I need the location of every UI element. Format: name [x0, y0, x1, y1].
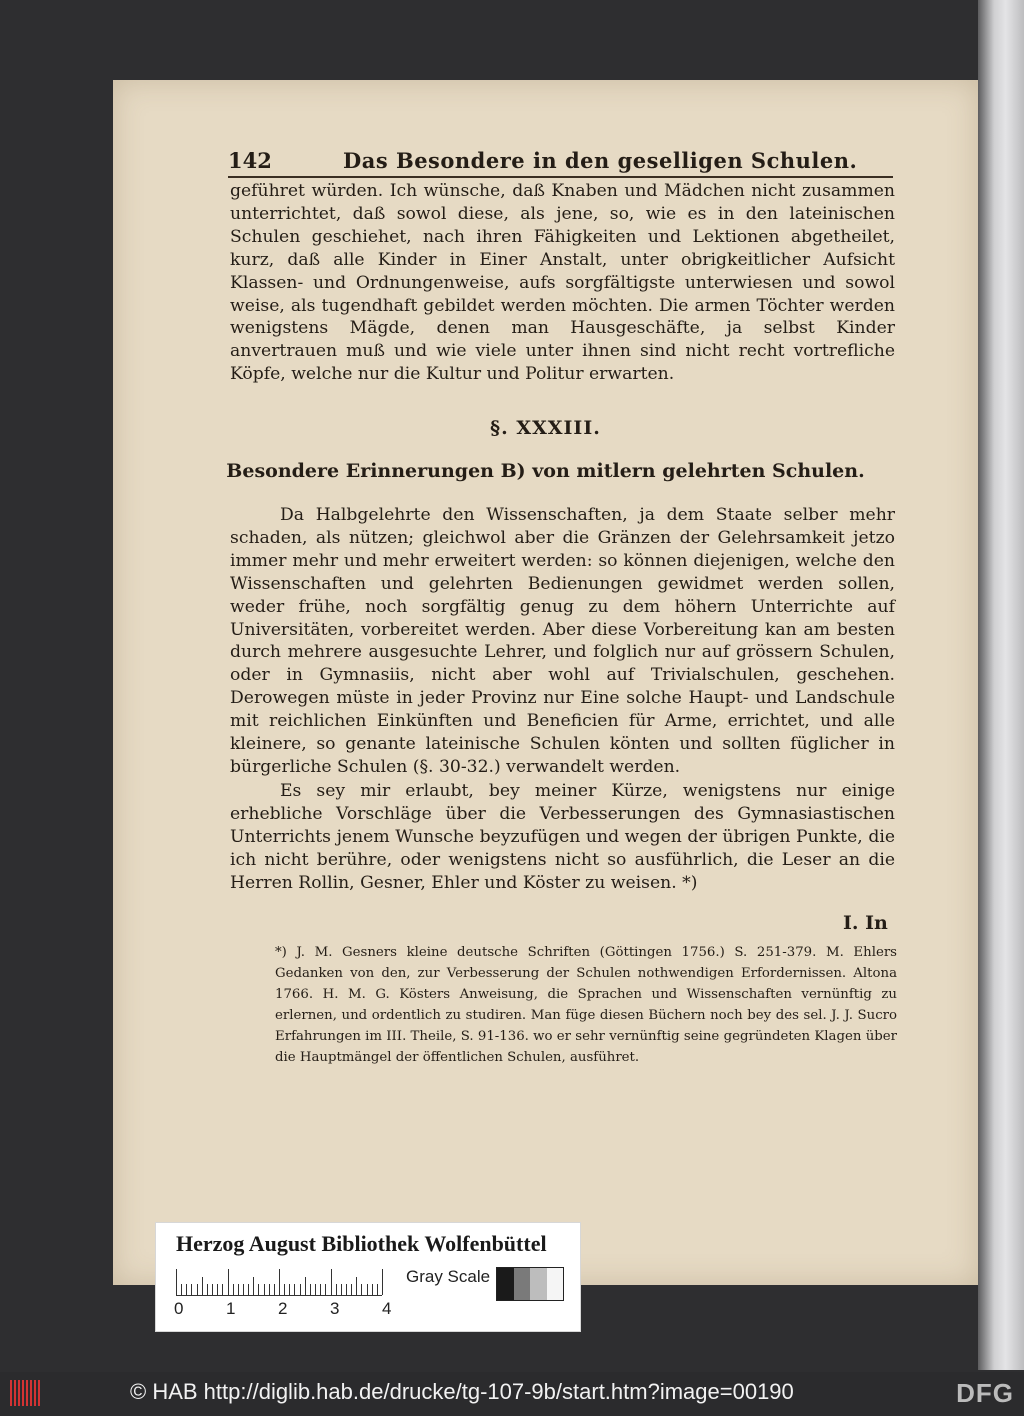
paragraph-continued: geführet würden. Ich wünsche, daß Knaben und Mädchen nicht zusammen unterrichtet, daß sowol diese, als jene, so, wie es in den lateinischen Schulen geschiehet, nach ihren Fähigkeiten und Lektionen abgetheilet, kurz, daß alle Kinder in Einer Anstalt, unter obrigkeitlicher Aufsicht Klassen- und Ordnungenweise, aufs sorgfältigste unterwiesen und sowol weise, als tugendhaft gebildet werden möchten. Die armen Töchter werden wenigstens Mägde, denen man Hausgeschäfte, ja selbst Kinder anvertrauen muß und wie viele unter ihnen sind nicht recht vortrefliche Köpfe, welche nur die Kultur und Politur erwarten.	[230, 181, 895, 385]
ruler-tick	[331, 1269, 332, 1295]
footnote: *) J. M. Gesners kleine deutsche Schriften (Göttingen 1756.) S. 251-379. M. Ehlers Gedanken von den, zur Verbesserung der Schulen nothwendigen Erfordernissen. Altona 1766. H. M. G. Kösters Anweisung, die Sprachen und Wissenschaften vernünftig zu erlernen, und ordentlich zu studiren. Man füge diesen Büchern noch bey des sel. J. J. Sucro Erfahrungen im III. Theile, S. 91-136. wo er sehr vernünftig seine gegründeten Klagen über die Hauptmängel der öffentlichen Schulen, ausführet.	[275, 945, 897, 1065]
ruler-number: 3	[330, 1299, 340, 1318]
page-number: 142	[228, 148, 272, 173]
paragraph: Da Halbgelehrte den Wissenschaften, ja dem Staate selber mehr schaden, als nützen; gleichwol aber die Gränzen der Gelehrsamkeit jetzo immer mehr und mehr erweitert werden: so können diejenigen, welche den Wissenschaften und gelehrten Bedienungen gewidmet werden sollen, weder frühe, noch sorgfältig genug zu dem höhern Unterrichte auf Universitäten, vorbereitet werden. Aber diese Vorbereitung kan am besten durch mehrere ausgesuchte Lehrer, und folglich nur auf grössern Schulen, oder in Gymnasiis, nicht aber wohl auf Trivialschulen, geschehen. Derowegen müste in jeder Provinz nur Eine solche Haupt- und Landschule mit reichlichen Einkünften und Beneficien für Arme, errichtet, und alle kleinere, so genante lateinische Schulen könten und sollten füglicher in bürgerliche Schulen (§. 30-32.) verwandelt werden.	[230, 505, 895, 777]
dfg-logo: DFG	[956, 1378, 1014, 1408]
ruler-tick	[176, 1269, 177, 1295]
ruler-tick	[346, 1284, 347, 1295]
ruler-number: 2	[278, 1299, 288, 1318]
ruler-tick	[289, 1284, 290, 1295]
ruler-tick	[243, 1284, 244, 1295]
ruler-tick	[217, 1284, 218, 1295]
ruler-tick	[258, 1284, 259, 1295]
ruler-number: 4	[382, 1299, 392, 1318]
ruler-tick	[305, 1277, 306, 1295]
ruler-tick	[372, 1284, 373, 1295]
ruler-tick	[253, 1277, 254, 1295]
ruler-tick	[320, 1284, 321, 1295]
ruler-tick	[228, 1269, 229, 1295]
catchword: I. In	[843, 912, 888, 934]
gray-scale-swatches	[496, 1267, 564, 1301]
ruler-tick	[222, 1284, 223, 1295]
ruler-tick	[202, 1277, 203, 1295]
ruler-number: 1	[226, 1299, 236, 1318]
ruler-tick	[248, 1284, 249, 1295]
ruler-tick	[274, 1284, 275, 1295]
ruler-number: 0	[174, 1299, 184, 1318]
scale-ruler	[176, 1267, 386, 1297]
ruler-tick	[264, 1284, 265, 1295]
ruler-tick	[325, 1284, 326, 1295]
ruler-tick	[186, 1284, 187, 1295]
color-reference-card	[155, 1222, 581, 1332]
running-title: Das Besondere in den geselligen Schulen.	[343, 148, 858, 173]
ruler-tick	[294, 1284, 295, 1295]
ruler-tick	[377, 1284, 378, 1295]
section-number: §. XXXIII.	[490, 417, 601, 439]
ruler-tick	[382, 1269, 383, 1295]
ruler-tick	[191, 1284, 192, 1295]
section-title: Besondere Erinnerungen B) von mitlern gelehrten Schulen.	[226, 460, 865, 482]
ruler-tick	[336, 1284, 337, 1295]
ruler-baseline	[176, 1295, 382, 1296]
ruler-tick	[300, 1284, 301, 1295]
gray-swatch	[497, 1268, 514, 1300]
ruler-tick	[207, 1284, 208, 1295]
gray-scale-label: Gray Scale	[406, 1267, 491, 1286]
ruler-tick	[341, 1284, 342, 1295]
ruler-tick	[315, 1284, 316, 1295]
gray-swatch	[514, 1268, 531, 1300]
ruler-tick	[351, 1284, 352, 1295]
book-page	[113, 80, 978, 1285]
ruler-tick	[269, 1284, 270, 1295]
ruler-tick	[197, 1284, 198, 1295]
ruler-tick	[238, 1284, 239, 1295]
paragraph: Es sey mir erlaubt, bey meiner Kürze, wenigstens nur einige erhebliche Vorschläge über die Verbesserungen des Gymnasiastischen Unterrichts jenem Wunsche beyzufügen und wegen der übrigen Punkte, die ich nicht berühre, oder wenigstens nicht so ausführlich, die Leser an die Herren Rollin, Gesner, Ehler und Köster zu weisen. *)	[230, 781, 895, 893]
ruler-tick	[367, 1284, 368, 1295]
header-rule	[228, 176, 893, 178]
viewer-footer	[0, 1372, 1024, 1416]
hab-logo-icon	[10, 1380, 42, 1406]
library-name: Herzog August Bibliothek Wolfenbüttel	[176, 1231, 547, 1256]
ruler-tick	[356, 1277, 357, 1295]
ruler-tick	[212, 1284, 213, 1295]
ruler-tick	[361, 1284, 362, 1295]
scan-edge-strip	[978, 0, 1024, 1370]
gray-swatch	[530, 1268, 547, 1300]
ruler-tick	[181, 1284, 182, 1295]
ruler-tick	[233, 1284, 234, 1295]
gray-swatch	[547, 1268, 564, 1300]
ruler-tick	[284, 1284, 285, 1295]
ruler-tick	[310, 1284, 311, 1295]
copyright-link[interactable]: © HAB http://diglib.hab.de/drucke/tg-107-9b/start.htm?image=00190	[130, 1379, 794, 1404]
ruler-tick	[279, 1269, 280, 1295]
